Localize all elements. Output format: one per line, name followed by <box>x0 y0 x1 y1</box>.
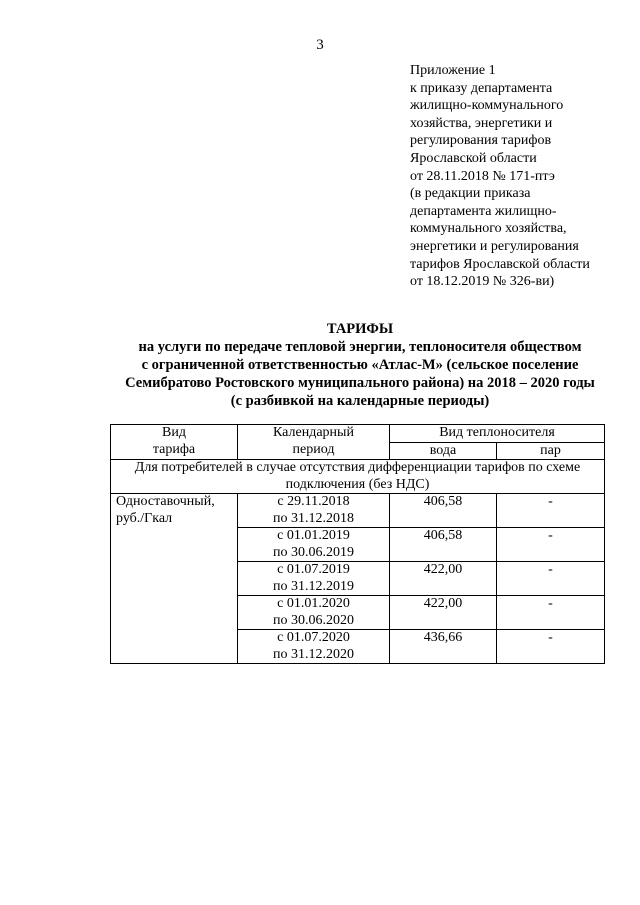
steam-value-cell: - <box>497 494 605 528</box>
tariff-table <box>110 424 605 664</box>
tariff-type-cell: Одноставочный, руб./Гкал <box>111 494 238 664</box>
steam-value-cell: - <box>497 562 605 596</box>
header-steam: пар <box>497 442 605 460</box>
title-heading: ТАРИФЫ <box>326 321 394 337</box>
period-cell: с 01.07.2019 по 31.12.2019 <box>238 562 390 596</box>
appendix-line: от 28.11.2018 № 171-птэ <box>410 168 555 184</box>
header-heat-carrier: Вид теплоносителя <box>390 425 605 443</box>
steam-value-cell: - <box>497 630 605 664</box>
appendix-line: к приказу департамента <box>410 80 553 96</box>
page-number: 3 <box>316 37 324 53</box>
period-cell: с 01.01.2019 по 30.06.2019 <box>238 528 390 562</box>
table-row <box>111 494 605 528</box>
appendix-line: регулирования тарифов <box>410 133 552 149</box>
title-line: на услуги по передаче тепловой энергии, теплоносителя обществом <box>138 339 582 355</box>
document-title <box>90 320 630 410</box>
table-subheader-row <box>111 460 605 494</box>
appendix-line: тарифов Ярославской области <box>410 256 590 272</box>
period-cell: с 29.11.2018 по 31.12.2018 <box>238 494 390 528</box>
header-water: вода <box>390 442 497 460</box>
appendix-line: хозяйства, энергетики и <box>410 115 553 131</box>
title-line: с ограниченной ответственностью «Атлас-М» (сельское поселение <box>141 357 579 373</box>
appendix-note <box>410 62 625 291</box>
header-tariff-type: Вид тарифа <box>111 425 238 460</box>
appendix-line: Ярославской области <box>410 150 537 166</box>
appendix-line: Приложение 1 <box>410 63 496 78</box>
period-cell: с 01.01.2020 по 30.06.2020 <box>238 596 390 630</box>
appendix-line: департамента жилищно- <box>410 203 557 219</box>
water-value-cell: 406,58 <box>390 494 497 528</box>
period-cell: с 01.07.2020 по 31.12.2020 <box>238 630 390 664</box>
steam-value-cell: - <box>497 528 605 562</box>
water-value-cell: 422,00 <box>390 562 497 596</box>
steam-value-cell: - <box>497 596 605 630</box>
appendix-line: энергетики и регулирования <box>410 238 579 254</box>
appendix-line: коммунального хозяйства, <box>410 221 567 237</box>
appendix-line: от 18.12.2019 № 326-ви) <box>410 274 555 290</box>
appendix-line: жилищно-коммунального <box>410 98 564 114</box>
title-line: Семибратово Ростовского муниципального района) на 2018 – 2020 годы <box>125 375 595 391</box>
water-value-cell: 406,58 <box>390 528 497 562</box>
appendix-line: (в редакции приказа <box>410 186 531 202</box>
water-value-cell: 436,66 <box>390 630 497 664</box>
header-calendar-period: Календарный период <box>238 425 390 460</box>
subheader-consumers: Для потребителей в случае отсутствия дифференциации тарифов по схеме подключения (без НДС) <box>111 460 605 494</box>
title-line: (с разбивкой на календарные периоды) <box>230 393 490 409</box>
table-header-row <box>111 425 605 443</box>
water-value-cell: 422,00 <box>390 596 497 630</box>
